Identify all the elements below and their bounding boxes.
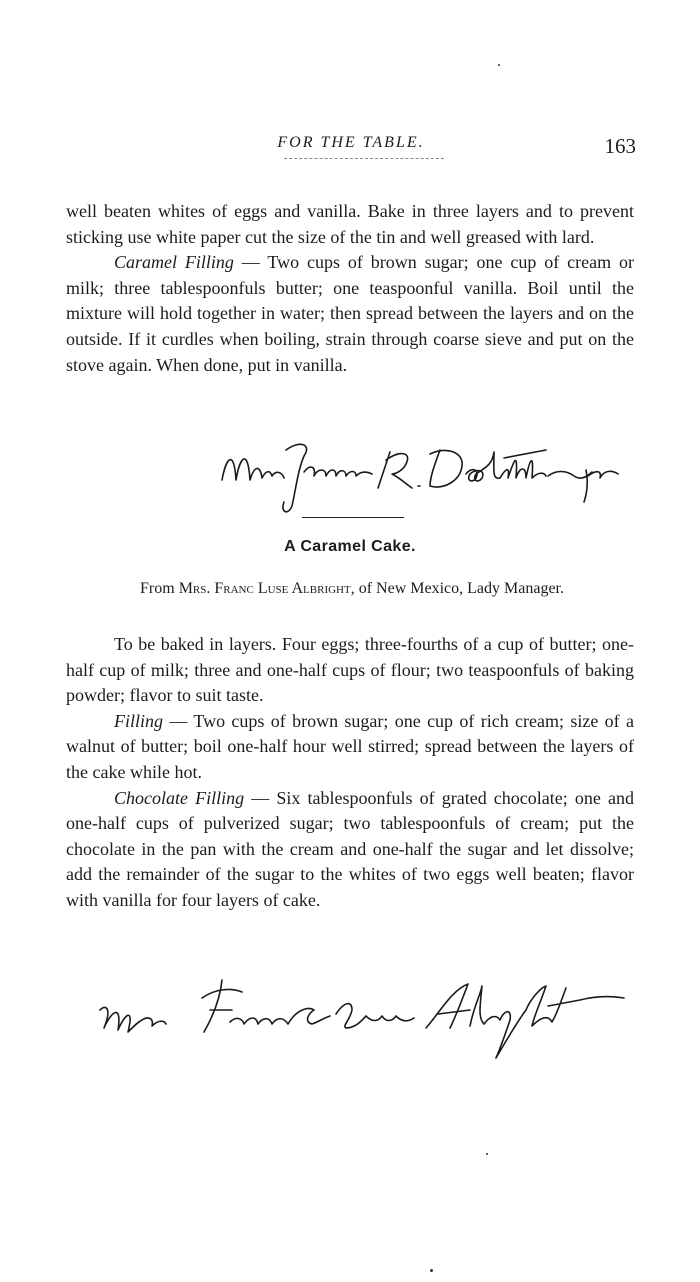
em-dash: — — [244, 787, 277, 808]
caramel-filling-text: Two cups of brown sugar; one cup of cream or milk; three tablespoonfuls butter; one teaspoonful vanilla. Boil until the mixture will hold together in water; then spread between the layers and on the outside. If it curdles when boiling, strain through coarse sieve and put on the stove again. When done, put in vanilla. — [66, 252, 635, 375]
recipe-attribution — [92, 578, 612, 599]
chocolate-filling-paragraph — [66, 786, 634, 914]
cake-instructions: To be baked in layers. Four eggs; three-fourths of a cup of butter; one-half cup of milk; three and one-half cups of flour; two teaspoonfuls of baking powder; flavor to suit taste. — [66, 634, 634, 706]
filling-paragraph — [66, 709, 634, 786]
signature-mrs-james-r-doolittle-jr — [0, 430, 700, 520]
caramel-filling-paragraph — [66, 250, 634, 378]
section-divider — [302, 517, 404, 518]
caramel-filling-heading: Caramel Filling — [114, 252, 234, 273]
page-header — [66, 134, 636, 160]
em-dash: — — [233, 252, 268, 273]
print-speck — [486, 1153, 488, 1155]
filling-heading: Filling — [114, 710, 163, 731]
chocolate-filling-text: Six tablespoonfuls of grated chocolate; one and one-half cups of pulverized sugar; two tablespoonfuls of cream; put the chocolate in the pan with the cream and one-half the sugar and let dissolve; add the remainder of the sugar to the whites of two eggs well beaten; flavor with vanilla for four layers of cake. — [66, 787, 634, 910]
caramel-cake-section — [66, 632, 634, 914]
caramel-filling-section — [66, 199, 634, 378]
print-speck — [430, 1269, 433, 1272]
em-dash: — — [163, 710, 194, 731]
running-title: FOR THE TABLE. — [277, 134, 425, 151]
page-number: 163 — [604, 134, 636, 158]
contributor-name: Mrs. Franc Luse Albright — [178, 580, 351, 597]
filling-text: Two cups of brown sugar; one cup of rich cream; size of a walnut of butter; boil one-half hour well stirred; spread between the layers of the cake while hot. — [66, 710, 634, 782]
print-speck — [498, 64, 500, 66]
from-prefix: From — [140, 580, 175, 597]
header-rule — [284, 158, 444, 160]
recipe-title: A Caramel Cake. — [284, 538, 416, 555]
contributor-location: , of New Mexico, Lady Manager. — [350, 580, 564, 597]
signature-mrs-franc-luse-albright — [0, 970, 700, 1060]
chocolate-filling-heading: Chocolate Filling — [114, 787, 245, 808]
continued-paragraph: well beaten whites of eggs and vanilla. Bake in three layers and to prevent sticking use white paper cut the size of the tin and well greased with lard. — [66, 201, 634, 247]
